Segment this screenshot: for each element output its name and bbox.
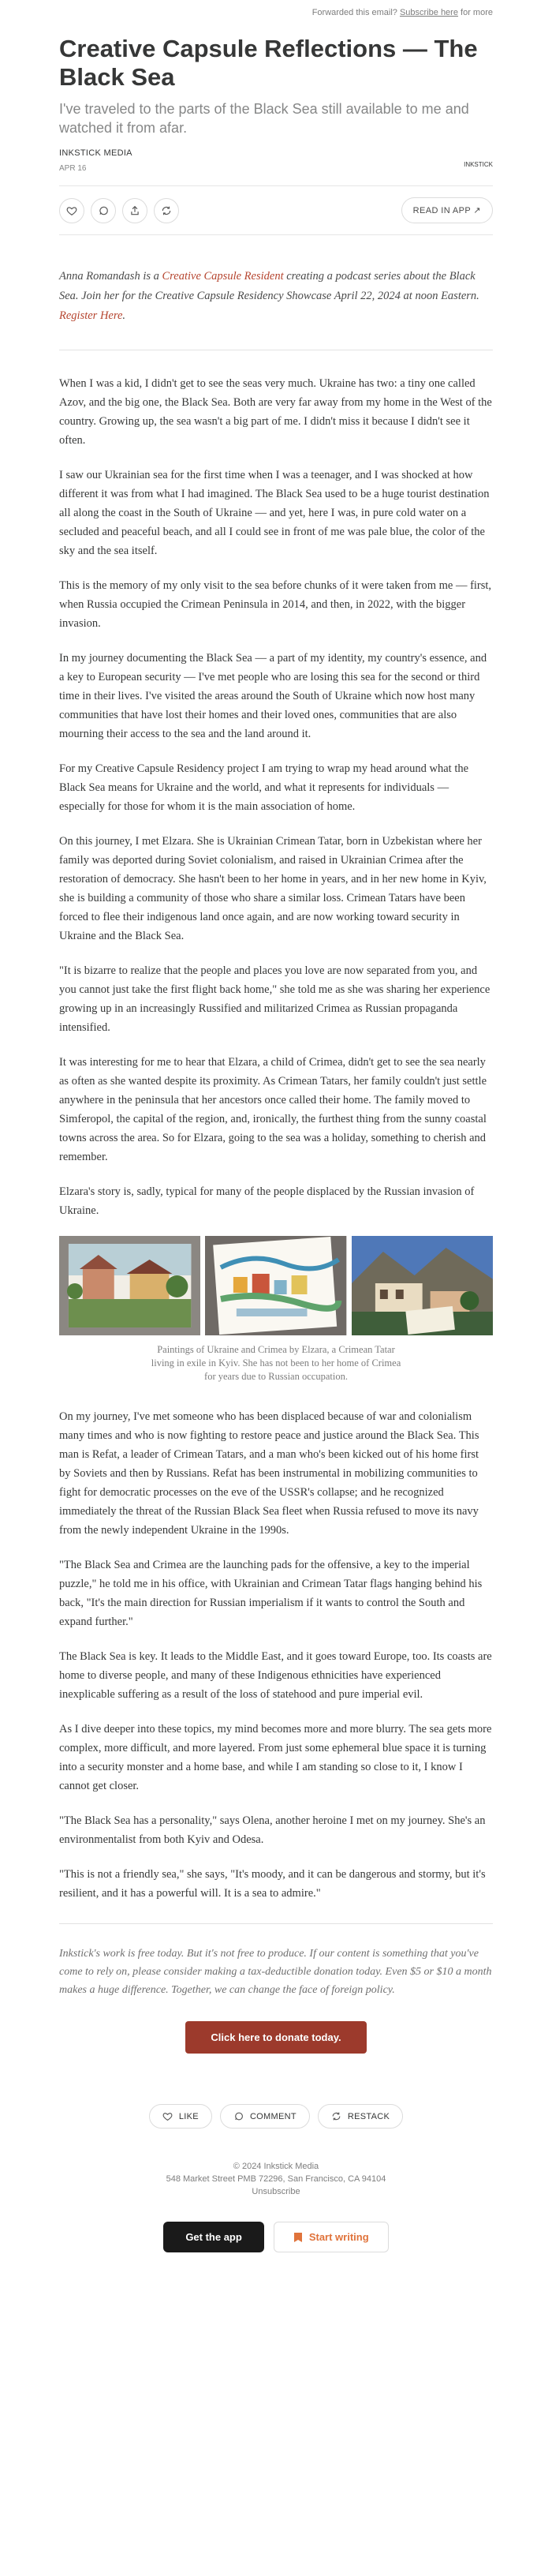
arrow-upright-icon: ↗ (473, 206, 481, 215)
restack-icon (161, 205, 172, 216)
start-writing-button[interactable] (274, 2222, 389, 2252)
paragraph: As I dive deeper into these topics, my mind becomes more and more blurry. The sea gets more complex, more difficult, and more layered. From just some ephemeral blue space it is turning into a security monster and a home base, and while I am standing so close to it, I know I cannot get closer. (59, 1723, 492, 1792)
post-title[interactable]: Creative Capsule Reflections — The Black Sea (59, 35, 478, 91)
get-app-button[interactable]: Get the app (163, 2222, 264, 2252)
paragraph: This is the memory of my only visit to the sea before chunks of it were taken from me — first, when Russia occupied the Crimean Peninsula in 2014, and then, in 2022, with the bigger invasion. (59, 579, 492, 630)
unsubscribe-link[interactable]: Unsubscribe (252, 2187, 300, 2196)
paragraph: In my journey documenting the Black Sea — a part of my identity, my country's essence, and a key to European security — I've met people who are losing this sea for the second or third time in their lives. I've visited the areas around the South of Ukraine which now host many communities that have lost their homes and their loved ones, communities that are also mourning their access to the sea and the land around it. (59, 652, 487, 740)
read-in-app-label: READ IN APP (412, 206, 471, 215)
intro-text-2: creating a podcast series about the Black Sea. Join her for the Creative Capsule Residency Showcase April 22, 2024 at noon Eastern. (59, 270, 479, 302)
residency-link[interactable]: Creative Capsule Resident (162, 270, 284, 283)
paragraph: "The Black Sea has a personality," says Olena, another heroine I met on my journey. She's an environmentalist from both Kyiv and Odesa. (59, 1814, 486, 1846)
restack-button[interactable] (154, 198, 179, 223)
painting-image-3[interactable] (352, 1236, 493, 1335)
forward-suffix: for more (461, 8, 493, 17)
copyright: © 2024 Inkstick Media (233, 2162, 319, 2171)
heart-icon (162, 2111, 173, 2121)
paragraph: "It is bizarre to realize that the people and places you love are now separated from you, and you cannot just take the first flight back home," she told me as she was sharing her experience growing up in an increasingly Russified and militarized Crimea as Russian propaganda intensified. (59, 964, 490, 1034)
paragraph: The Black Sea is key. It leads to the Middle East, and it goes toward Europe, too. Its coasts are home to diverse people, and many of these Indigenous ethnicities have experienced inexplicable suffering as a result of the loss of statehood and pure imperial evil. (59, 1650, 492, 1701)
comment-pill[interactable] (220, 2104, 310, 2129)
article-body-part2 (59, 1407, 493, 1903)
publication-name[interactable]: INKSTICK MEDIA (59, 148, 132, 158)
post-subtitle: I've traveled to the parts of the Black Sea still available to me and watched it from afar. (59, 101, 469, 136)
like-label: LIKE (178, 2111, 199, 2121)
bookmark-icon (293, 2232, 303, 2243)
like-button[interactable] (59, 198, 84, 223)
intro-text-3: . (122, 309, 126, 322)
gallery-caption: Paintings of Ukraine and Crimea by Elzara, a Crimean Tatar living in exile in Kyiv. She has not been to her home of Crimea for years due to Russian occupation. (151, 1344, 401, 1382)
read-in-app-button[interactable] (401, 197, 493, 223)
social-actions (59, 2104, 493, 2129)
share-icon (129, 205, 140, 216)
comment-button[interactable] (91, 198, 116, 223)
register-link[interactable]: Register Here (59, 309, 123, 322)
paragraph: On my journey, I've met someone who has been displaced because of war and colonialism many times and who is now fighting to restore peace and justice around the Black Sea. This man is Refat, a leader of Crimean Tatars, and a man who's been kicked out of his home first by Soviets and then by Russians. Refat has been instrumental in mobilizing communities to fight for democratic processes on the eve of the USSR's collapse; and he recognized immediately the threat of the Russian Black Sea fleet when Russia refused to move its navy from the newly independent Ukraine in the 1990s. (59, 1410, 479, 1537)
restack-label: RESTACK (347, 2111, 390, 2121)
paragraph: "This is not a friendly sea," she says, "It's moody, and it can be dangerous and stormy, but it's resilient, and it has a powerful will. It is a sea to admire." (59, 1868, 486, 1900)
painting-image-2[interactable] (205, 1236, 346, 1335)
painting-image-1[interactable] (59, 1236, 200, 1335)
like-pill[interactable] (149, 2104, 212, 2129)
forward-notice (59, 0, 493, 24)
divider (59, 1923, 493, 1924)
intro-text-1: Anna Romandash is a (59, 270, 162, 283)
post-meta (59, 148, 493, 173)
donation-appeal: Inkstick's work is free today. But it's not free to produce. If our content is something that you've come to rely on, please consider making a tax-deductible donation today. Even $5 or $10 a month makes a huge difference. Together, we can change the face of foreign policy. (59, 1948, 492, 1996)
post-actions (59, 185, 493, 235)
comment-icon (98, 205, 109, 216)
donate-button[interactable]: Click here to donate today. (185, 2021, 366, 2054)
paragraph: It was interesting for me to hear that Elzara, a child of Crimea, didn't get to see the sea nearly as often as she wanted despite its proximity. As Crimean Tatars, her family couldn't just settle anywhere in the peninsula that her ancestors once called their home. The family moved to Simferopol, the capital of the region, and, ironically, the furthest thing from the sunny coastal towns across the area. So for Elzara, going to the sea was a holiday, something to cherish and remember. (59, 1056, 487, 1163)
paragraph: On this journey, I met Elzara. She is Ukrainian Crimean Tatar, born in Uzbekistan where her family was deported during Soviet colonialism, and raised in Ukrainian Crimea after the restoration of democracy. She hasn't been to her home in years, and in her new home in Kyiv, she is building a community of those who share a similar loss. Crimean Tatars have been forced to flee their indigenous land once again, and are now working toward security in Ukraine and the Black Sea. (59, 835, 487, 942)
comment-icon (233, 2111, 244, 2121)
publication-tag: INKSTICK (464, 161, 493, 168)
restack-icon (331, 2111, 341, 2121)
start-writing-label: Start writing (308, 2231, 369, 2243)
subscribe-link[interactable]: Subscribe here (399, 8, 458, 17)
footer-buttons (59, 2222, 493, 2252)
footer (59, 2160, 493, 2198)
address: 548 Market Street PMB 72296, San Francisco, CA 94104 (166, 2174, 386, 2184)
comment-label: COMMENT (249, 2111, 297, 2121)
paragraph: For my Creative Capsule Residency project I am trying to wrap my head around what the Black Sea means for Ukraine and the world, and what it represents for individuals — especially for those for whom it is the main association of home. (59, 762, 469, 813)
paragraph: "The Black Sea and Crimea are the launching pads for the offensive, a key to the imperial puzzle," he told me in his office, with Ukrainian and Crimean Tatar flags hanging behind his back, "It's the main direction for Russian imperialism if it wants to control the South and expand further." (59, 1559, 483, 1628)
paragraph: When I was a kid, I didn't get to see the seas very much. Ukraine has two: a tiny one called Azov, and the big one, the Black Sea. Both are very far away from my home in the West of the country. Growing up, the sea wasn't a big part of me. I didn't miss it because I didn't see it often. (59, 377, 492, 447)
post-date: APR 16 (59, 164, 87, 173)
heart-icon (66, 205, 77, 216)
restack-pill[interactable] (318, 2104, 403, 2129)
share-button[interactable] (122, 198, 147, 223)
forward-text: Forwarded this email? (311, 8, 397, 17)
paragraph: Elzara's story is, sadly, typical for many of the people displaced by the Russian invasion of Ukraine. (59, 1185, 475, 1217)
paragraph: I saw our Ukrainian sea for the first time when I was a teenager, and I was shocked at how different it was from what I had imagined. The Black Sea used to be a huge tourist destination all along the coast in the South of Ukraine — and yet, here I was, in pure cold water on a secluded and peaceful beach, and all I could see in front of me was pale blue, the color of the sky and the sea itself. (59, 469, 490, 557)
image-gallery (59, 1236, 493, 1335)
article-body-part1 (59, 374, 493, 1220)
intro-note (59, 267, 493, 326)
